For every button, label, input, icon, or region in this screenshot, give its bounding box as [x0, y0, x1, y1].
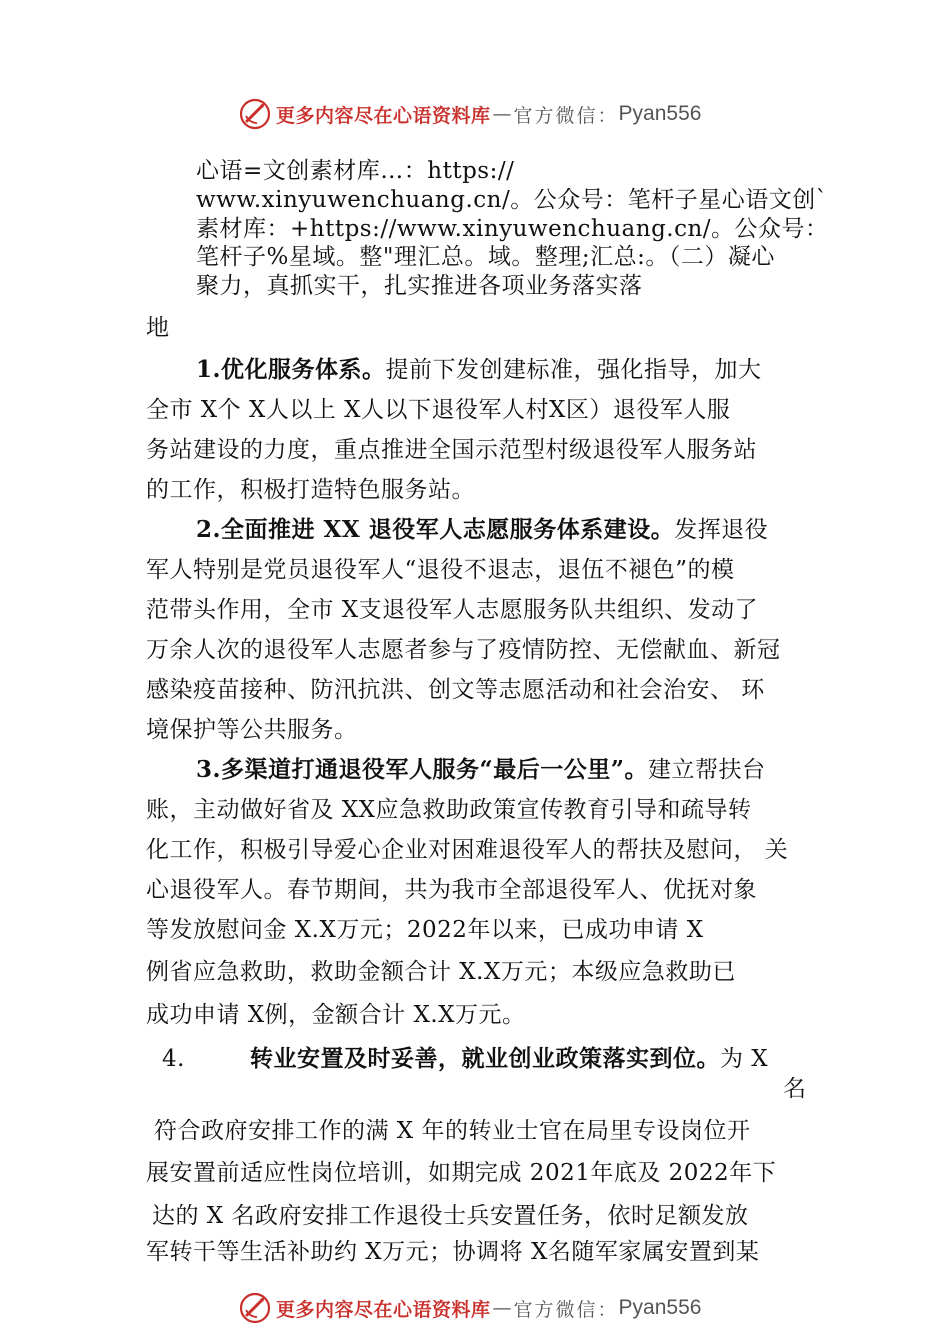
- paragraph-2-first-line: [196, 515, 768, 545]
- paragraph-4-line-4: 军转干等生活补助约 X万元；协调将 X名随军家属安置到某: [146, 1239, 760, 1265]
- header-line-5: 聚力，真抓实干，扎实推进各项业务落实落: [196, 273, 643, 299]
- watermark-dash: —: [492, 103, 512, 125]
- watermark-main-text: 更多内容尽在心语资料库: [276, 1298, 491, 1321]
- paragraph-4-title: 转业安置及时妥善，就业创业政策落实到位。: [250, 1045, 720, 1072]
- paragraph-2-line-3: 范带头作用，全市 X支退役军人志愿服务队共组织、发动了: [146, 597, 759, 623]
- paragraph-1-line-3: 务站建设的力度，重点推进全国示范型村级退役军人服务站: [146, 437, 757, 463]
- watermark-dash: —: [492, 1297, 512, 1319]
- watermark-sub-text: 官方微信：: [513, 104, 619, 127]
- watermark-footer: [238, 1290, 701, 1326]
- paragraph-3-first-line: [196, 755, 765, 785]
- brush-logo-icon: [238, 97, 272, 131]
- paragraph-2-line-1: 发挥退役: [674, 517, 769, 543]
- paragraph-4-number: 4.: [162, 1046, 185, 1072]
- paragraph-3-title: 3.多渠道打通退役军人服务“最后一公里”。: [196, 756, 648, 783]
- paragraph-3-line-6: 例省应急救助，救助金额合计 X.X万元；本级应急救助已: [146, 959, 736, 985]
- paragraph-2-line-4: 万余人次的退役军人志愿者参与了疫情防控、无偿献血、新冠: [146, 637, 781, 663]
- header-line-6: 地: [146, 315, 170, 341]
- paragraph-4-tail: 为 X: [720, 1046, 769, 1072]
- paragraph-3-line-3: 化工作，积极引导爱心企业对困难退役军人的帮扶及慰问， 关: [146, 837, 789, 863]
- paragraph-2-line-2: 军人特别是党员退役军人“退役不退志，退伍不褪色”的模: [146, 557, 735, 583]
- paragraph-4-line-1: 符合政府安排工作的满 X 年的转业士官在局里专设岗位开: [154, 1118, 751, 1144]
- watermark-header: [238, 96, 701, 132]
- watermark-wechat-id: Pyan556: [618, 1296, 702, 1319]
- brush-logo-icon: [238, 1291, 272, 1325]
- header-line-1: 心语=文创素材库…：https://: [196, 158, 515, 184]
- paragraph-2-title: 2.全面推进 XX 退役军人志愿服务体系建设。: [196, 516, 675, 543]
- paragraph-4-line-3: 达的 X 名政府安排工作退役士兵安置任务，依时足额发放: [152, 1203, 749, 1229]
- paragraph-3-line-7: 成功申请 X例，金额合计 X.X万元。: [146, 1002, 526, 1028]
- watermark-main-text: 更多内容尽在心语资料库: [276, 104, 491, 127]
- header-line-2: www.xinyuwenchuang.cn/。公众号：笔杆子星心语文创`: [196, 187, 828, 213]
- paragraph-3-line-1: 建立帮扶台: [647, 757, 766, 783]
- header-line-4: 笔杆子%星域。整"理汇总。域。整理;汇总:。（二）凝心: [196, 244, 775, 270]
- paragraph-3-line-5: 等发放慰问金 X.X万元；2022年以来，已成功申请 X: [146, 917, 704, 943]
- paragraph-3-line-2: 账，主动做好省及 XX应急救助政策宣传教育引导和疏导转: [146, 797, 752, 823]
- paragraph-2-line-6: 境保护等公共服务。: [146, 717, 358, 743]
- paragraph-1-line-1: 提前下发创建标准，强化指导，加大: [385, 357, 762, 383]
- paragraph-1-line-4: 的工作，积极打造特色服务站。: [146, 477, 475, 503]
- paragraph-1-title: 1.优化服务体系。: [196, 356, 386, 383]
- paragraph-3-line-4: 心退役军人。春节期间，共为我市全部退役军人、优抚对象: [146, 877, 757, 903]
- paragraph-4-line-2: 展安置前适应性岗位培训，如期完成 2021年底及 2022年下: [146, 1160, 777, 1186]
- paragraph-1-first-line: [196, 355, 762, 385]
- paragraph-2-line-5: 感染疫苗接种、防汛抗洪、创文等志愿活动和社会治安、 环: [146, 677, 765, 703]
- paragraph-4-line-0: 名: [783, 1076, 807, 1102]
- paragraph-4-first-line: [250, 1044, 768, 1074]
- watermark-sub-text: 官方微信：: [513, 1298, 619, 1321]
- watermark-wechat-id: Pyan556: [618, 102, 702, 125]
- paragraph-1-line-2: 全市 X个 X人以上 X人以下退役军人村X区）退役军人服: [146, 397, 731, 423]
- header-line-3: 素材库：+https://www.xinyuwenchuang.cn/。公众号：: [196, 216, 829, 242]
